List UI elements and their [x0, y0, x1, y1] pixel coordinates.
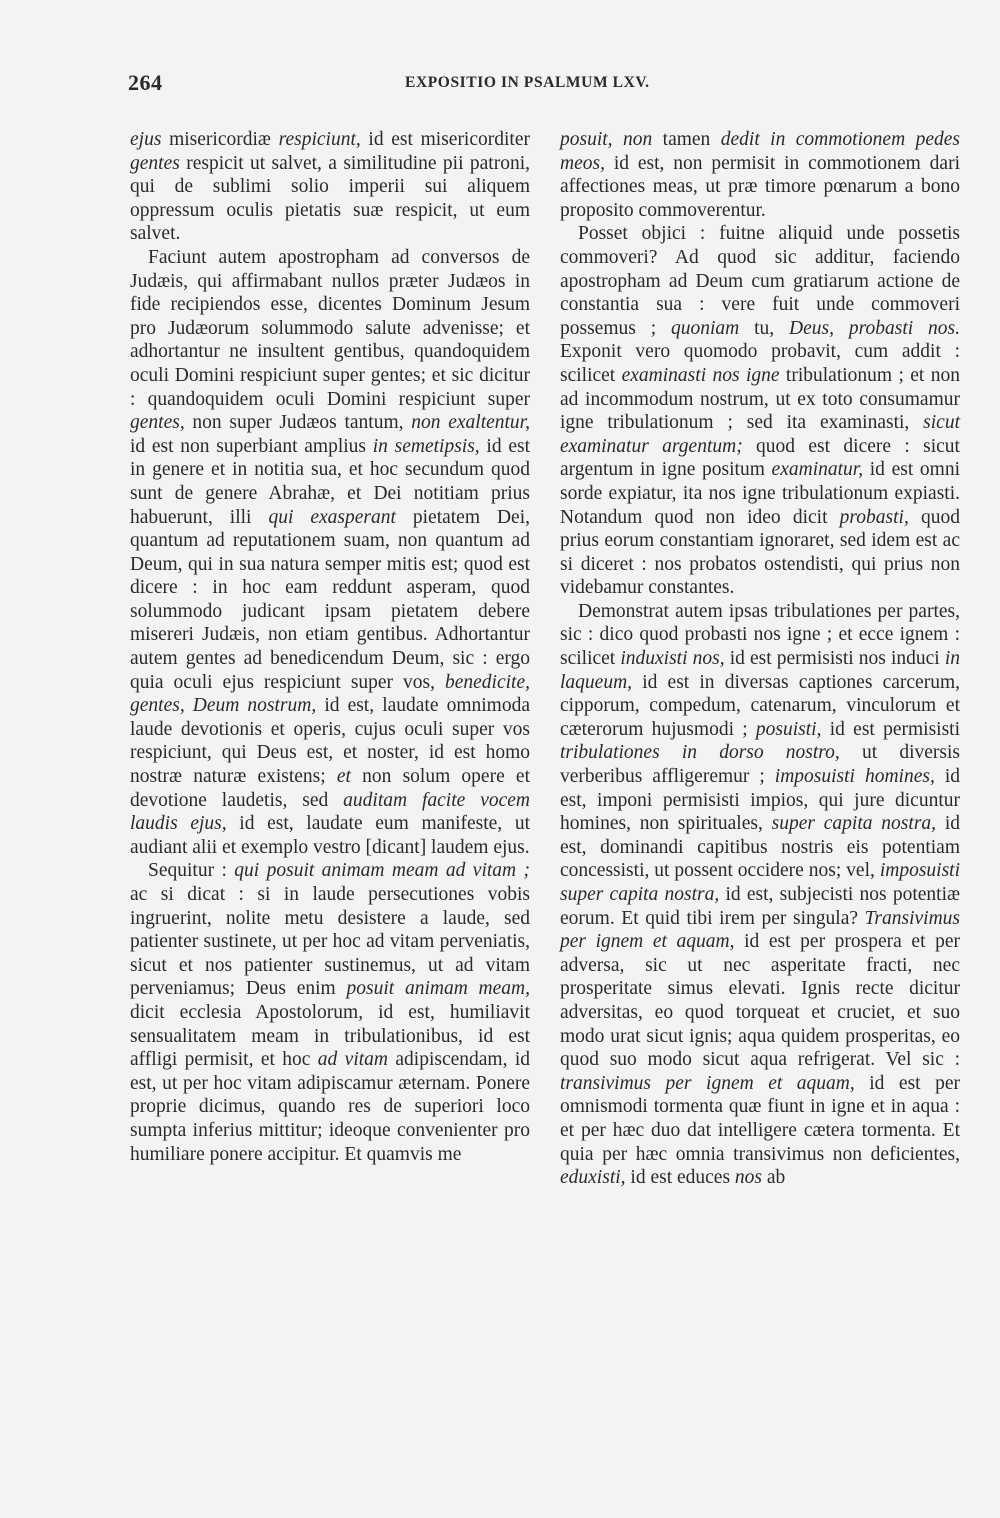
- right-column: [560, 128, 960, 1190]
- running-title: EXPOSITIO IN PSALMUM LXV.: [405, 74, 650, 91]
- paragraph: posuit, non tamen dedit in commotionem pedes meos, id est, non permisit in commotionem dari affectiones meas, ut præ timore pœnarum a bono proposito commoverentur.: [560, 129, 960, 221]
- paragraph: Faciunt autem apostropham ad conversos de Judæis, qui affirmabant nullos præter Judæos in fide recipiendos esse, dicentes Dominum Jesum pro Judæorum solummodo salute advenisse; et adhortantur ne insultent gentibus, quandoquidem oculi Domini respiciunt super gentes; et sic dicitur : quandoquidem oculi Domini respiciunt super gentes, non super Judæos tantum, non exaltentur, id est non superbiant amplius in semetipsis, id est in genere et in notitia sua, et hoc secundum quod sunt de genere Abrahæ, et Dei notitiam prius habuerunt, illi qui exasperant pietatem Dei, quantum ad reputationem suam, non quantum ad Deum, qui in sua natura semper mitis est; quod est dicere : in hoc eam reddunt asperam, quod solummodo judicant ipsam pietatem debere misereri Judæis, non etiam gentibus. Adhortantur autem gentes ad benedicendum Deum, sic : ergo quia oculi ejus respiciunt super vos, benedicite, gentes, Deum nostrum, id est, laudate omnimoda laude devotionis et operis, cujus oculi super vos respiciunt, qui Deus est, et noster, id est homo nostræ naturæ existens; et non solum opere et devotione laudetis, sed auditam facite vocem laudis ejus, id est, laudate eum manifeste, ut audiant alii et exemplo vestro [dicant] laudem ejus.: [130, 246, 531, 858]
- paragraph: ejus misericordiæ respiciunt, id est misericorditer gentes respicit ut salvet, a similitudine pii patroni, qui de sublimi solio imperii sui aliquem oppressum oculis pietatis suæ respicit, ut eum salvet.: [130, 129, 530, 245]
- page-number: 264: [128, 70, 163, 95]
- paragraph: Demonstrat autem ipsas tribulationes per partes, sic : dico quod probasti nos igne ; et ecce ignem : scilicet induxisti nos, id est permisisti nos induci in laqueum, id est in diversas captiones carcerum, cipporum, compedum, catenarum, vinculorum et cæterorum hujusmodi ; posuisti, id est permisisti tribulationes in dorso nostro, ut diversis verberibus affligeremur ; imposuisti homines, id est, imponi permisisti impios, qui jure dicuntur homines, non spirituales, super capita nostra, id est, dominandi capitibus nostris eis potentiam concessisti, ut possent occidere nos; vel, imposuisti super capita nostra, id est, subjecisti nos potentiæ eorum. Et quid tibi irem per singula? Transivimus per ignem et aquam, id est per prospera et per adversa, sic ut nec asperitate fracti, nec prosperitate simus elevati. Ignis recte dicitur adversitas, eo quod torqueat et cruciet, et suo modo urat sicut ignis; aqua quidem prosperitas, eo quod suo modo sicut aqua refrigerat. Vel sic : transivimus per ignem et aquam, id est per omnismodi tormenta quæ fiunt in igne et in aqua : et per hæc duo dat intelligere cætera tormenta. Et quia per hæc omnia transivimus non deficientes, eduxisti, id est educes nos ab: [560, 600, 961, 1189]
- left-column: [130, 128, 530, 1166]
- paragraph: Sequitur : qui posuit animam meam ad vitam ; ac si dicat : si in laude persecutiones vobis ingruerint, nolite metu desistere a laude, sed patienter sustinete, ut per hoc ad vitam perveniatis, sicut et nos patienter sustinemus, ut ad vitam perveniamus; Deus enim posuit animam meam, dicit ecclesia Apostolorum, id est, humiliavit sensualitatem meam in tribulationibus, id est affligi permisit, et hoc ad vitam adipiscendam, id est, ut per hoc vitam adipiscamur æternam. Ponere proprie dicimus, quando res de superiori loco sumpta inferius mittitur; ideoque convenienter pro humiliare ponere accipitur. Et quamvis me: [130, 860, 531, 1165]
- paragraph: Posset objici : fuitne aliquid unde possetis commoveri? Ad quod sic additur, faciendo apostropham ad Deum cum gratiarum actione de constantia sua : vere fuit unde commoveri possemus ; quoniam tu, Deus, probasti nos. Exponit vero quomodo probavit, cum addit : scilicet examinasti nos igne tribulationum ; et non ad incommodum nostrum, ut ex toto consumamur igne tribulationum ; sed ita examinasti, sicut examinatur argentum; quod est dicere : sicut argentum in igne positum examinatur, id est omni sorde expiatur, ita nos igne tribulationum expiasti. Notandum quod non ideo dicit probasti, quod prius eorum constantiam ignoraret, sed idem est ac si diceret : nos probatos ostendisti, qui prius non videbamur constantes.: [560, 223, 960, 599]
